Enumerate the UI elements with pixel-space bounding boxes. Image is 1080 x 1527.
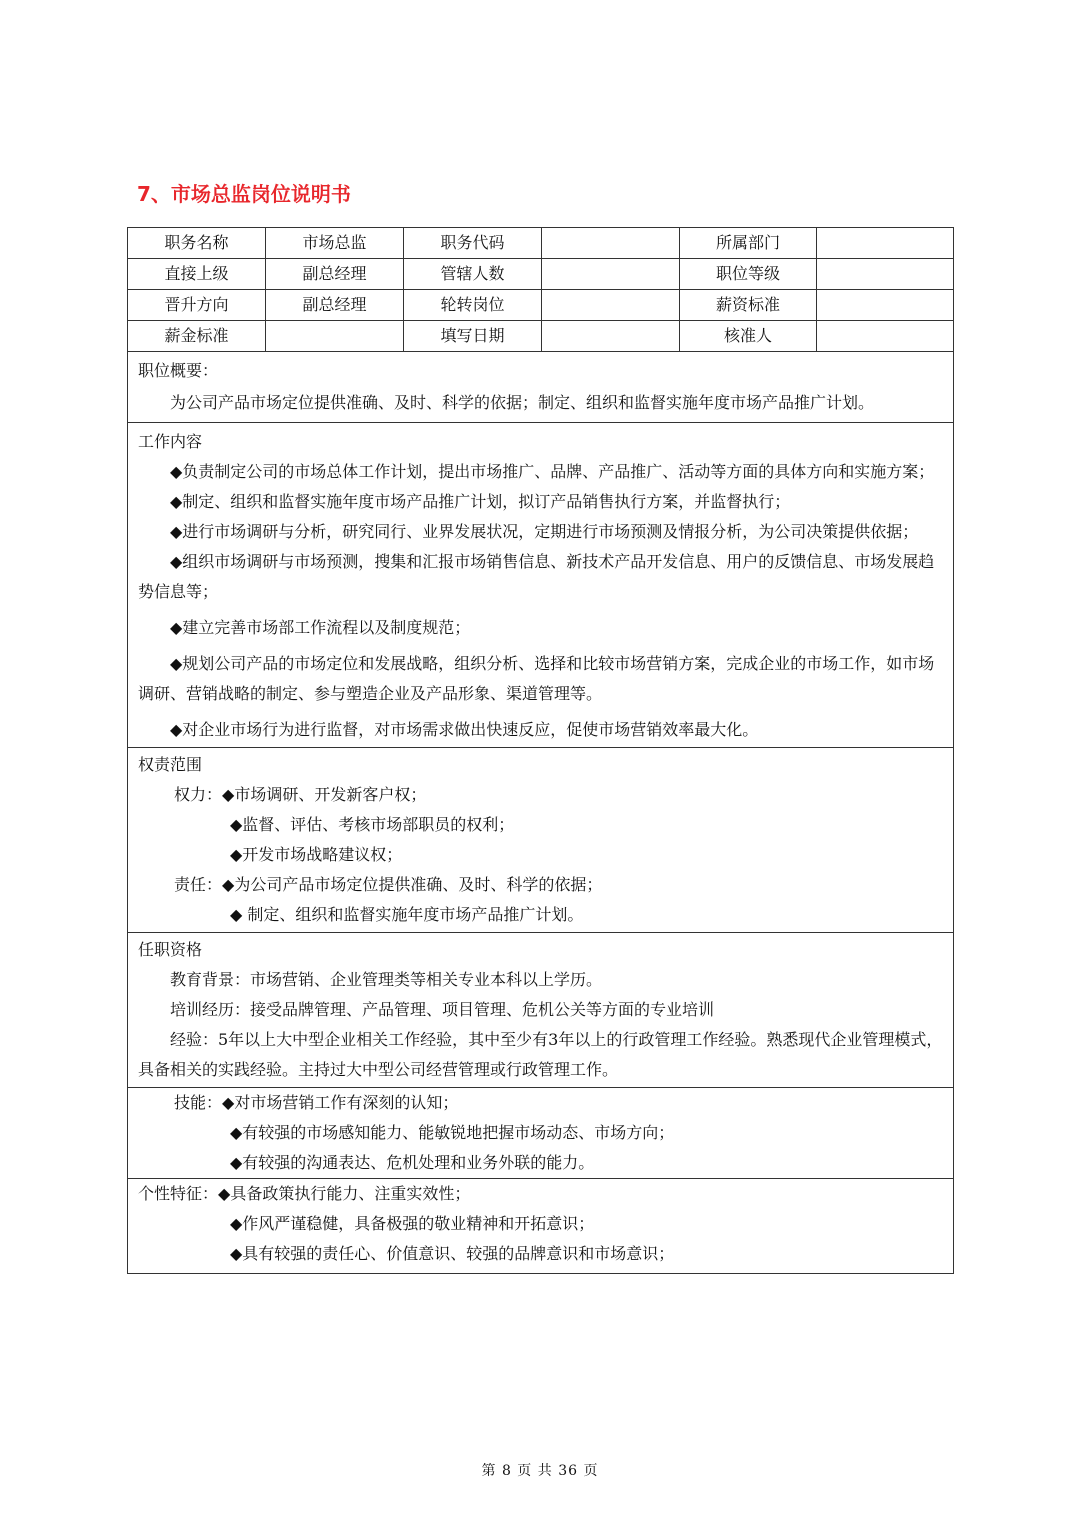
work-item: ◆负责制定公司的市场总体工作计划，提出市场推广、品牌、产品推广、活动等方面的具体方向和实施方案； (170, 462, 935, 481)
duty-item: ◆为公司产品市场定位提供准确、及时、科学的依据； (222, 875, 603, 894)
work-item: ◆对企业市场行为进行监督，对市场需求做出快速反应，促使市场营销效率最大化。 (170, 720, 759, 739)
info-value-cell (542, 228, 680, 259)
info-label-cell: 所属部门 (680, 228, 817, 259)
authority-heading: 权责范围 (138, 755, 203, 774)
info-label-cell: 薪金标准 (128, 321, 266, 352)
info-row (128, 259, 954, 290)
info-value-cell (817, 228, 954, 259)
education-text: 教育背景：市场营销、企业管理类等相关专业本科以上学历。 (170, 970, 603, 989)
info-label-cell: 薪资标准 (680, 290, 817, 321)
work-item: ◆规划公司产品的市场定位和发展战略，组织分析、选择和比较市场营销方案，完成企业的市场工作，如市场调研、营销战略的制定、参与塑造企业及产品形象、渠道管理等。 (138, 654, 935, 703)
info-value-cell: 市场总监 (266, 228, 404, 259)
skills-row (128, 1088, 954, 1179)
info-value-cell (266, 321, 404, 352)
personality-item: ◆作风严谨稳健，具备极强的敬业精神和开拓意识； (230, 1214, 595, 1233)
info-grid (128, 228, 954, 352)
info-row (128, 321, 954, 352)
info-value-cell (817, 290, 954, 321)
duty-item: ◆ 制定、组织和监督实施年度市场产品推广计划。 (230, 905, 584, 924)
info-row (128, 228, 954, 259)
info-label-cell: 填写日期 (404, 321, 542, 352)
qualification-heading: 任职资格 (138, 940, 203, 959)
work-item: ◆建立完善市场部工作流程以及制度规范； (170, 618, 471, 637)
overview-text: 为公司产品市场定位提供准确、及时、科学的依据；制定、组织和监督实施年度市场产品推广计划。 (170, 393, 875, 412)
info-label-cell: 核准人 (680, 321, 817, 352)
overview-row (128, 352, 954, 423)
info-label-cell: 管辖人数 (404, 259, 542, 290)
work-item: ◆组织市场调研与市场预测，搜集和汇报市场销售信息、新技术产品开发信息、用户的反馈信息、市场发展趋势信息等； (138, 552, 935, 601)
power-item: ◆开发市场战略建议权； (230, 845, 403, 864)
info-value-cell (542, 290, 680, 321)
skill-item: ◆对市场营销工作有深刻的认知； (222, 1093, 459, 1112)
power-label: 权力： (174, 785, 223, 804)
document-title: 7、市场总监岗位说明书 (137, 182, 351, 206)
skill-item: ◆有较强的沟通表达、危机处理和业务外联的能力。 (230, 1153, 595, 1172)
authority-row (128, 748, 954, 933)
power-item: ◆监督、评估、考核市场部职员的权利； (230, 815, 515, 834)
work-item: ◆制定、组织和监督实施年度市场产品推广计划，拟订产品销售执行方案，并监督执行； (170, 492, 791, 511)
info-value-cell: 副总经理 (266, 290, 404, 321)
personality-item: ◆具备政策执行能力、注重实效性； (218, 1184, 471, 1203)
info-row (128, 290, 954, 321)
info-label-cell: 轮转岗位 (404, 290, 542, 321)
personality-row (128, 1179, 954, 1274)
overview-heading: 职位概要： (138, 361, 219, 380)
info-value-cell (542, 259, 680, 290)
info-label-cell: 直接上级 (128, 259, 266, 290)
info-value-cell: 副总经理 (266, 259, 404, 290)
info-value-cell (542, 321, 680, 352)
work-items (138, 457, 943, 745)
personality-item: ◆具有较强的责任心、价值意识、较强的品牌意识和市场意识； (230, 1244, 675, 1263)
duty-label: 责任： (174, 875, 223, 894)
info-label-cell: 晋升方向 (128, 290, 266, 321)
info-value-cell (817, 259, 954, 290)
skill-item: ◆有较强的市场感知能力、能敏锐地把握市场动态、市场方向； (230, 1123, 675, 1142)
info-label-cell: 职务名称 (128, 228, 266, 259)
power-item: ◆市场调研、开发新客户权； (222, 785, 427, 804)
personality-label: 个性特征： (138, 1184, 219, 1203)
work-item: ◆进行市场调研与分析，研究同行、业界发展状况，定期进行市场预测及情报分析，为公司决策提供依据； (170, 522, 919, 541)
work-row (128, 423, 954, 748)
job-description-table (127, 227, 954, 1274)
training-text: 培训经历：接受品牌管理、产品管理、项目管理、危机公关等方面的专业培训 (170, 1000, 715, 1019)
qualification-row (128, 933, 954, 1088)
experience-text: 经验：5年以上大中型企业相关工作经验，其中至少有3年以上的行政管理工作经验。熟悉现代企业管理模式，具备相关的实践经验。主持过大中型公司经营管理或行政管理工作。 (138, 1030, 943, 1079)
info-label-cell: 职位等级 (680, 259, 817, 290)
skills-label: 技能： (174, 1093, 223, 1112)
info-label-cell: 职务代码 (404, 228, 542, 259)
info-value-cell (817, 321, 954, 352)
page-footer: 第 8 页 共 36 页 (481, 1463, 599, 1479)
work-heading: 工作内容 (138, 432, 203, 451)
